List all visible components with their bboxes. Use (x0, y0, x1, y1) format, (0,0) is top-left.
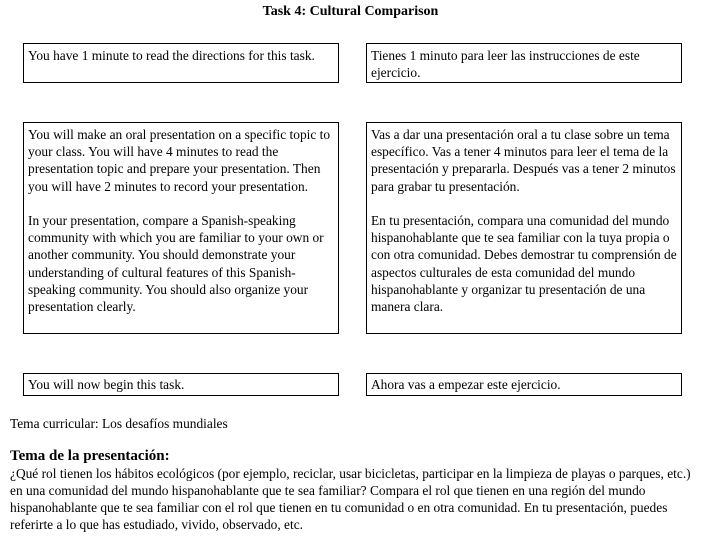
page-title: Task 4: Cultural Comparison (262, 4, 439, 19)
time-directions-english (23, 43, 339, 83)
presentation-topic-heading: Tema de la presentación: (10, 448, 170, 464)
curricular-theme: Tema curricular: Los desafíos mundiales (10, 416, 228, 431)
main-directions-spanish-paragraph-1: Vas a dar una presentación oral a tu clase sobre un tema específico. Vas a tener 4 minutos para leer el tema de la presentación y prepararla. Después vas a tener 2 minutos para grabar tu presentación. (371, 127, 676, 194)
begin-directions-english-text: You will now begin this task. (28, 377, 185, 392)
main-directions-english-paragraph-2: In your presentation, compare a Spanish-speaking community with which you are familiar to your own or another community. You should demonstrate your understanding of cultural features of this Spanish-speaking community. You should also organize your presentation clearly. (28, 213, 324, 315)
begin-directions-spanish-text: Ahora vas a empezar este ejercicio. (371, 377, 561, 392)
main-directions-spanish (366, 122, 682, 334)
time-directions-english-text: You have 1 minute to read the directions for this task. (28, 48, 315, 63)
time-directions-spanish (366, 43, 682, 83)
main-directions-spanish-paragraph-2: En tu presentación, compara una comunidad del mundo hispanohablante que te sea familiar con la tuya propia o con otra comunidad. Debes demostrar tu comprensión de aspectos culturales de esta comunidad del mundo hispanohablante y organizar tu presentación de una manera clara. (371, 213, 677, 315)
time-directions-spanish-text: Tienes 1 minuto para leer las instrucciones de este ejercicio. (371, 48, 640, 81)
main-directions-english-paragraph-1: You will make an oral presentation on a specific topic to your class. You will have 4 minutes to read the presentation topic and prepare your presentation. Then you will have 2 minutes to record your presentation. (28, 127, 331, 194)
begin-directions-spanish (366, 373, 682, 396)
presentation-topic-text: ¿Qué rol tienen los hábitos ecológicos (por ejemplo, reciclar, usar bicicletas, participar en la limpieza de playas o parques, etc.) en una comunidad del mundo hispanohablante que te sea familiar? Compara el rol que tienen en una región del mundo hispanohablante que te sea familiar con el rol que tienen en tu comunidad o en otra comunidad. En tu presentación, puedes referirte a lo que has estudiado, vivido, observado, etc. (10, 466, 691, 532)
begin-directions-english (23, 373, 339, 396)
main-directions-english (23, 122, 339, 334)
